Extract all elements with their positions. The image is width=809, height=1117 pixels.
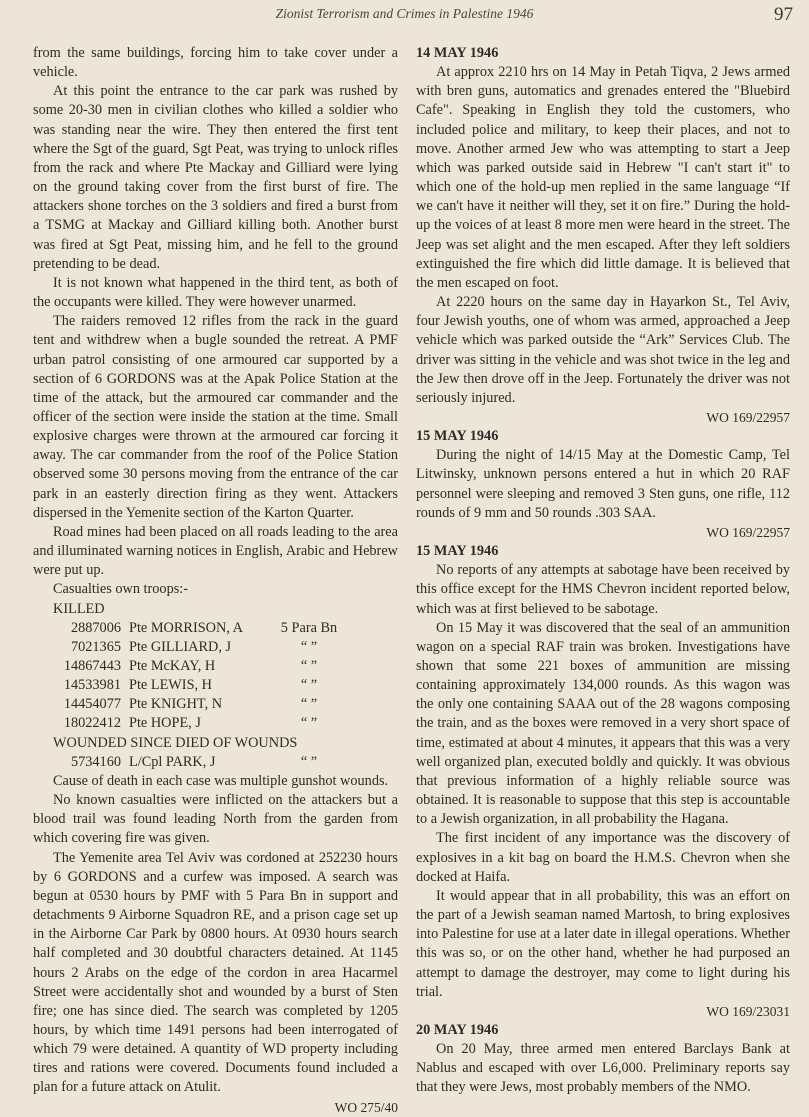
paragraph: At 2220 hours on the same day in Hayarkon St., Tel Aviv, four Jewish youths, one of whom was armed, approached a Jeep vehicle which was parked outside the “Ark” Services Club. The driver was sitting in the vehicle and was shot twice in the leg and the Jew then drove off in the Jeep. Fortunately the driver was not seriously injured. bbox=[416, 294, 790, 406]
casualty-row bbox=[33, 714, 398, 733]
killed-list bbox=[33, 619, 398, 734]
paragraph: The Yemenite area Tel Aviv was cordoned at 252230 hours by 6 GORDONS and a curfew was imposed. A search was begun at 0530 hours by PMF with 5 Para Bn in support and detachments 9 Airborne Squadron RE, and a prison cage set up in the Airborne Car Park by 0800 hours. At 0930 hours search half completed and 30 doubtful characters detained. At 1145 hours 2 Arabs on the edge of the cordon in area Hacarmel Street were accidentally shot and wounded by a burst of Sten fire; one has since died. The search was completed by 1205 hours, by which time 1491 persons had been interrogated of which 79 were detained. A quantity of WD property including tires and rations were covered. Documents found included a plan for a future attack on Atulit. bbox=[33, 849, 398, 1096]
paragraph: At this point the entrance to the car park was rushed by some 20-30 men in civilian clothes who killed a soldier who was standing near the wire. They then entered the first tent where the Sgt of the guard, Sgt Peat, was trying to unlock rifles from the rack and where Pte Mackay and Gilliard were lying on the ground taking cover from the first burst of fire. The attackers shone torches on the 3 soldiers and fired a burst from a TSMG at Mackay and Gilliard killing both. Another burst was fired at Sgt Peat, missing him, and he fell to the ground pretending to be dead. bbox=[33, 83, 398, 272]
archive-reference: WO 169/22957 bbox=[706, 409, 790, 425]
paragraph: Cause of death in each case was multiple gunshot wounds. bbox=[53, 772, 389, 789]
paragraph: from the same buildings, forcing him to take cover under a vehicle. bbox=[33, 45, 398, 81]
casualty-unit: “ ” bbox=[300, 715, 318, 732]
wounded-label: WOUNDED SINCE DIED OF WOUNDS bbox=[53, 734, 298, 751]
casualty-row bbox=[33, 638, 398, 657]
casualty-name: Pte LEWIS, H bbox=[129, 677, 212, 694]
paragraph: At approx 2210 hrs on 14 May in Petah Tiqva, 2 Jews armed with bren guns, automatics and grenades entered the "Bluebird Cafe". Speaking in English they told the customers, who included police and military, to keep their places, and not to move. Another armed Jew who was attempting to start a Jeep which was parked outside said in Hebrew "I can't start it" to which one of the hold-up men replied in the same language “If we can't have it neither will they, set it on fire.” During the hold-up the voices of at least 8 more men were heard in the street. The Jeep was set alight and the men escaped. After they left soldiers extinguished the fire which did little damage. It is believed that the men escaped on foot. bbox=[416, 64, 790, 291]
archive-reference: WO 169/23031 bbox=[706, 1003, 790, 1019]
date-heading: 20 MAY 1946 bbox=[416, 1021, 499, 1038]
service-number: 14533981 bbox=[63, 677, 121, 694]
casualty-unit: “ ” bbox=[300, 753, 318, 770]
casualty-row bbox=[33, 676, 398, 695]
paragraph: During the night of 14/15 May at the Domestic Camp, Tel Litwinsky, unknown persons entered a hut in which 20 RAF personnel were sleeping and removed 3 Sten guns, one rifle, 112 rounds of 9 mm and 50 rounds .303 SAA. bbox=[416, 447, 790, 521]
page-number: 97 bbox=[774, 4, 793, 25]
left-column bbox=[33, 44, 398, 1117]
archive-reference: WO 169/22957 bbox=[706, 524, 790, 540]
casualty-unit: “ ” bbox=[300, 638, 318, 655]
killed-label: KILLED bbox=[53, 600, 105, 617]
casualties-label: Casualties own troops:- bbox=[53, 581, 189, 598]
casualty-name: Pte MORRISON, A bbox=[129, 619, 243, 636]
casualty-row bbox=[33, 657, 398, 676]
paragraph: It would appear that in all probability, this was an effort on the part of a Jewish seaman named Martosh, to bring explosives into Palestine for use at a later date in illegal operations. Whether this was so, or on the other hand, whether he had purposed an attempt to damage the destroyer, may come to light during his trial. bbox=[416, 887, 790, 1000]
date-heading: 14 MAY 1946 bbox=[416, 45, 499, 61]
paragraph: It is not known what happened in the third tent, as both of the occupants were killed. They were however unarmed. bbox=[33, 274, 398, 311]
paragraph: No known casualties were inflicted on the attackers but a blood trail was found leading North from the garden from which covering fire was given. bbox=[33, 792, 398, 847]
page-header bbox=[0, 4, 809, 26]
paragraph: On 15 May it was discovered that the seal of an ammunition wagon on a special RAF train was broken. Investigations have shown that some 221 boxes of ammunition are missing containing approximately 134,000 rounds. As this wagon was the only one containing SAAA out of the 28 wagons composing the train, and as the boxes were removed in a very short space of time, estimated at about 4 minutes, it appears that this was a very well organized plan, executed boldly and quickly. It was obvious that previous information of a highly reliable source was obtained. It is reasonable to suppose that this step is accountable to a Jewish organization, in all probability the Hagana. bbox=[416, 619, 790, 828]
casualty-row bbox=[33, 619, 398, 638]
service-number: 5734160 bbox=[70, 753, 121, 770]
service-number: 7021365 bbox=[70, 638, 121, 655]
paragraph: No reports of any attempts at sabotage have been received by this office except for the HMS Chevron incident reported below, which was at first believed to be sabotage. bbox=[416, 562, 790, 617]
casualty-unit: “ ” bbox=[300, 677, 318, 694]
paragraph: The first incident of any importance was the discovery of explosives in a kit bag on board the H.M.S. Chevron when she docked at Haifa. bbox=[416, 830, 790, 885]
service-number: 14454077 bbox=[63, 696, 121, 713]
casualty-name: L/Cpl PARK, J bbox=[129, 753, 216, 770]
right-column bbox=[416, 44, 790, 1098]
casualty-row bbox=[33, 753, 398, 772]
casualty-unit: 5 Para Bn bbox=[280, 619, 338, 636]
paragraph: Road mines had been placed on all roads leading to the area and illuminated warning notices in English, Arabic and Hebrew were put up. bbox=[33, 523, 398, 579]
casualty-name: Pte KNIGHT, N bbox=[129, 696, 223, 713]
date-heading: 15 MAY 1946 bbox=[416, 543, 499, 560]
service-number: 18022412 bbox=[63, 715, 121, 732]
service-number: 14867443 bbox=[63, 658, 121, 674]
casualty-name: Pte McKAY, H bbox=[129, 658, 216, 674]
running-title: Zionist Terrorism and Crimes in Palestine 1946 bbox=[275, 6, 534, 21]
paragraph: On 20 May, three armed men entered Barclays Bank at Nablus and escaped with over L6,000. Preliminary reports say that they were Jews, most probably members of the NMO. bbox=[416, 1041, 790, 1096]
service-number: 2887006 bbox=[70, 619, 121, 636]
archive-reference: WO 275/40 bbox=[334, 1099, 398, 1115]
paragraph: The raiders removed 12 rifles from the rack in the guard tent and withdrew when a bugle sounded the retreat. A PMF urban patrol consisting of one armoured car supported by a section of 6 GORDONS was at the Apak Police Station at the time of the attack, but the armoured car commander and the officer of the section were inside the station at the time. Small explosive charges were thrown at the armoured car forcing it away. The car commander from the roof of the Police Station observed some 30 persons moving from the entrance of the car park in an easterly direction firing as they went. Attackers dispersed in the Yemenite section of the Karton Quarter. bbox=[33, 313, 398, 521]
date-heading: 15 MAY 1946 bbox=[416, 428, 499, 445]
casualty-name: Pte GILLIARD, J bbox=[129, 638, 232, 655]
casualty-unit: “ ” bbox=[300, 696, 318, 713]
casualty-row bbox=[33, 695, 398, 714]
casualty-unit: “ ” bbox=[300, 658, 318, 674]
casualty-name: Pte HOPE, J bbox=[129, 715, 201, 732]
